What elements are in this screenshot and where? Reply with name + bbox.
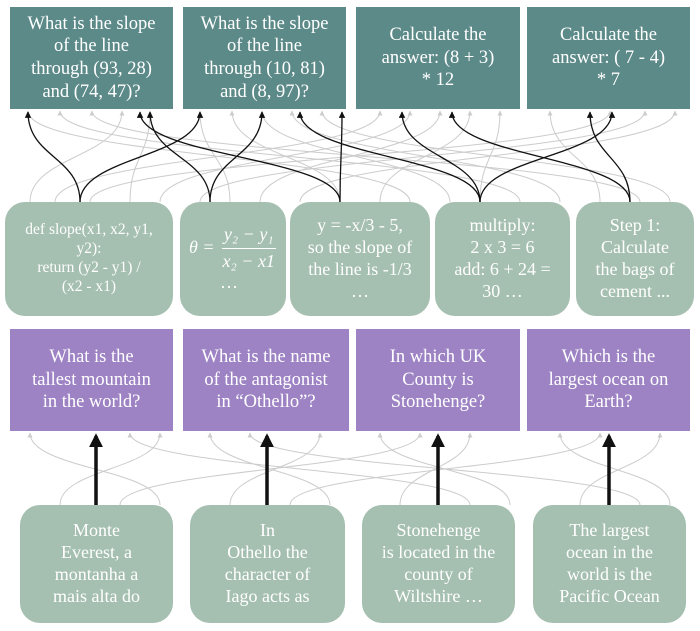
response-steps xyxy=(576,202,694,316)
fact-question-4 xyxy=(527,329,690,431)
math-question-4 xyxy=(527,7,690,109)
strong-edge-upper xyxy=(80,112,200,202)
fact-question-3 xyxy=(356,329,520,431)
answer-1-text: Monte Everest, a montanha a mais alta do xyxy=(53,520,140,606)
response-code xyxy=(5,202,173,316)
strong-edge-upper xyxy=(28,112,80,202)
fact-question-4-text: Which is the largest ocean on Earth? xyxy=(548,347,669,413)
faint-edge-lower xyxy=(210,433,330,505)
faint-edge-lower xyxy=(230,433,320,505)
faint-edge-lower xyxy=(580,433,660,505)
math-question-3-text: Calculate the answer: (8 + 3) * 12 xyxy=(381,25,495,91)
response-steps-text: Step 1: Calculate the bags of cement ... xyxy=(595,215,675,301)
math-question-4-text: Calculate the answer: ( 7 - 4) * 7 xyxy=(551,25,665,91)
formula-denominator: x₂ − x1 xyxy=(222,250,275,271)
faint-edge-upper xyxy=(322,111,670,202)
faint-edge-lower xyxy=(560,433,670,505)
fact-question-2 xyxy=(183,329,349,431)
math-question-1 xyxy=(10,7,173,109)
strong-edge-upper xyxy=(140,112,340,202)
response-arithmetic xyxy=(435,202,570,316)
answer-1 xyxy=(20,505,173,623)
math-question-1-text: What is the slope of the line through (93, 28) and (74, 47)? xyxy=(27,13,156,102)
response-code-text: def slope(x1, x2, y1, y2): return (y2 - y1) / (x2 - x1) xyxy=(25,221,153,295)
response-formula xyxy=(180,202,286,316)
answer-2-text: In Othello the character of Iago acts as xyxy=(224,520,311,606)
fact-question-2-text: What is the name of the antagonist in “Othello”? xyxy=(201,347,331,413)
faint-edge-upper xyxy=(60,111,520,202)
formula-numerator: y₂ − y₁ xyxy=(222,224,276,249)
response-line-equation xyxy=(290,202,430,316)
faint-edge-lower xyxy=(400,433,470,505)
strong-edge-upper xyxy=(300,112,480,202)
response-arithmetic-text: multiply: 2 x 3 = 6 add: 6 + 24 = 30 … xyxy=(454,215,551,301)
math-question-2 xyxy=(183,7,346,109)
fact-question-3-text: In which UK County is Stonehenge? xyxy=(389,347,487,413)
answer-3-text: Stonehenge is located in the county of Wiltshire … xyxy=(381,520,496,606)
answer-3 xyxy=(362,505,515,623)
response-line-equation-text: y = -x/3 - 5, so the slope of the line is -1/3 … xyxy=(307,215,413,301)
formula-ellipsis: … xyxy=(220,272,238,293)
fact-question-1 xyxy=(10,329,173,431)
formula-theta: θ = xyxy=(189,237,215,258)
formula-row xyxy=(189,224,277,273)
strong-edge-upper xyxy=(452,112,630,202)
faint-edge-lower xyxy=(60,433,160,505)
answer-4-text: The largest ocean in the world is the Pacific Ocean xyxy=(559,520,660,606)
faint-edge-upper xyxy=(92,111,640,202)
faint-edge-lower xyxy=(250,433,640,505)
answer-4 xyxy=(533,505,686,623)
answer-2 xyxy=(190,505,345,623)
fact-question-1-text: What is the tallest mountain in the world? xyxy=(32,347,151,413)
math-question-3 xyxy=(356,7,520,109)
math-question-2-text: What is the slope of the line through (10, 81) and (8, 97)? xyxy=(200,13,329,102)
formula-fraction xyxy=(221,224,277,273)
